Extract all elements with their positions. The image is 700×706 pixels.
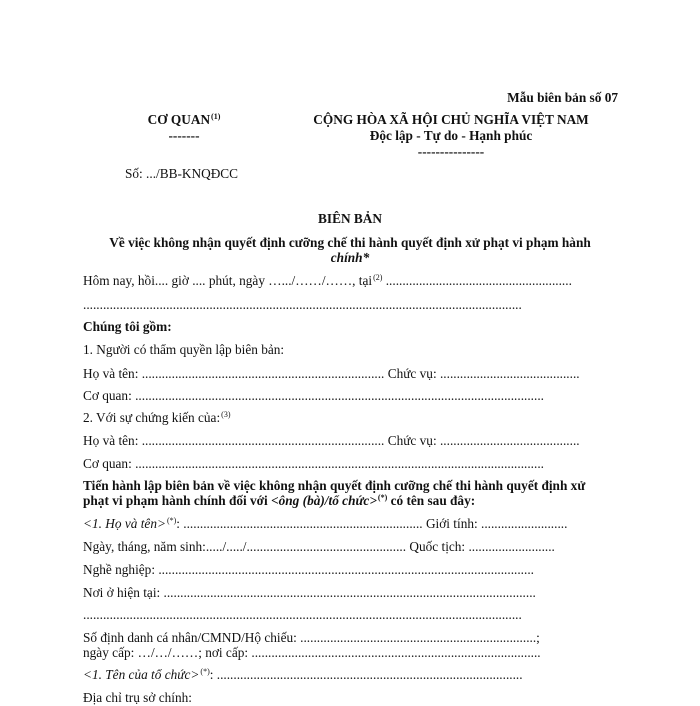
nation-name: CỘNG HÒA XÃ HỘI CHỦ NGHĨA VIỆT NAM [313,112,589,127]
document-number: Số: .../BB-KNQĐCC [125,166,239,181]
job-line: Nghề nghiệp: ................................................................................................................. [83,562,534,577]
proceed-text-a: phạt vi phạm hành chính đối với [83,493,272,508]
nation-dash: --------------- [417,144,485,159]
individual-line [83,516,567,532]
org-label: <1. Tên của tổ chức> [83,667,200,682]
individual-rest: : ........................................................................ Giới tính: .......................... [176,516,568,531]
id-line-2: ngày cấp: …/…/……; nơi cấp: ....................................................................................... [83,645,541,660]
individual-sup: (*) [166,516,177,525]
document-subtitle-line-2: chính* [330,250,370,265]
dotted-line-2: .................................................................................................................................... [83,607,522,622]
witness-sup: (3) [221,410,231,419]
form-label: Mẫu biên bản số 07 [507,90,618,105]
today-dots: ........................................................ [382,273,572,288]
document-subtitle-line-1: Về việc không nhận quyết định cưỡng chế thi hành quyết định xử phạt vi phạm hành [109,235,591,250]
hq-line: Địa chỉ trụ sở chính: [83,690,192,705]
witness-heading [83,410,231,426]
name-line-1: Họ và tên: ......................................................................... Chức vụ: .......................................... [83,366,580,381]
proceed-line-2 [83,493,475,509]
proceed-sup: (*) [377,493,388,502]
individual-label: <1. Họ và tên> [83,516,166,531]
agency-line-2: Cơ quan: ........................................................................................................................... [83,456,544,471]
org-sup: (*) [200,667,210,676]
document-title: BIÊN BẢN [318,211,382,226]
dob-line: Ngày, tháng, năm sinh:...../...../................................................ Quốc tịch: .......................... [83,539,555,554]
agency-dash: ------- [168,128,200,143]
today-line [83,273,572,289]
proceed-line-1: Tiến hành lập biên bản về việc không nhận quyết định cưỡng chế thi hành quyết định xử [83,478,586,493]
nation-motto: Độc lập - Tự do - Hạnh phúc [369,128,533,143]
org-line [83,667,523,683]
id-line-1: Số định danh cá nhân/CMND/Hộ chiếu: .......................................................................; [83,630,540,645]
today-sup: (2) [373,273,383,282]
agency-line-1: Cơ quan: ........................................................................................................................... [83,388,544,403]
agency-header [148,112,221,128]
proceed-text-b: có tên sau đây: [387,493,476,508]
today-text: Hôm nay, hồi.... giờ .... phút, ngày ….../……/……, tại [83,273,373,288]
witness-text: 2. Với sự chứng kiến của: [83,410,221,425]
we-are-heading: Chúng tôi gồm: [83,319,172,334]
name-line-2: Họ và tên: ......................................................................... Chức vụ: .......................................... [83,433,580,448]
dotted-line: .................................................................................................................................... [83,297,522,312]
proceed-text-italic: <ông (bà)/tổ chức> [271,493,377,508]
org-rest: : ............................................................................................ [209,667,523,682]
agency-sup: (1) [211,112,221,121]
person-1-heading: 1. Người có thẩm quyền lập biên bản: [83,342,285,357]
agency-label: CƠ QUAN [147,112,211,127]
residence-line: Nơi ở hiện tại: ................................................................................................................ [83,585,536,600]
